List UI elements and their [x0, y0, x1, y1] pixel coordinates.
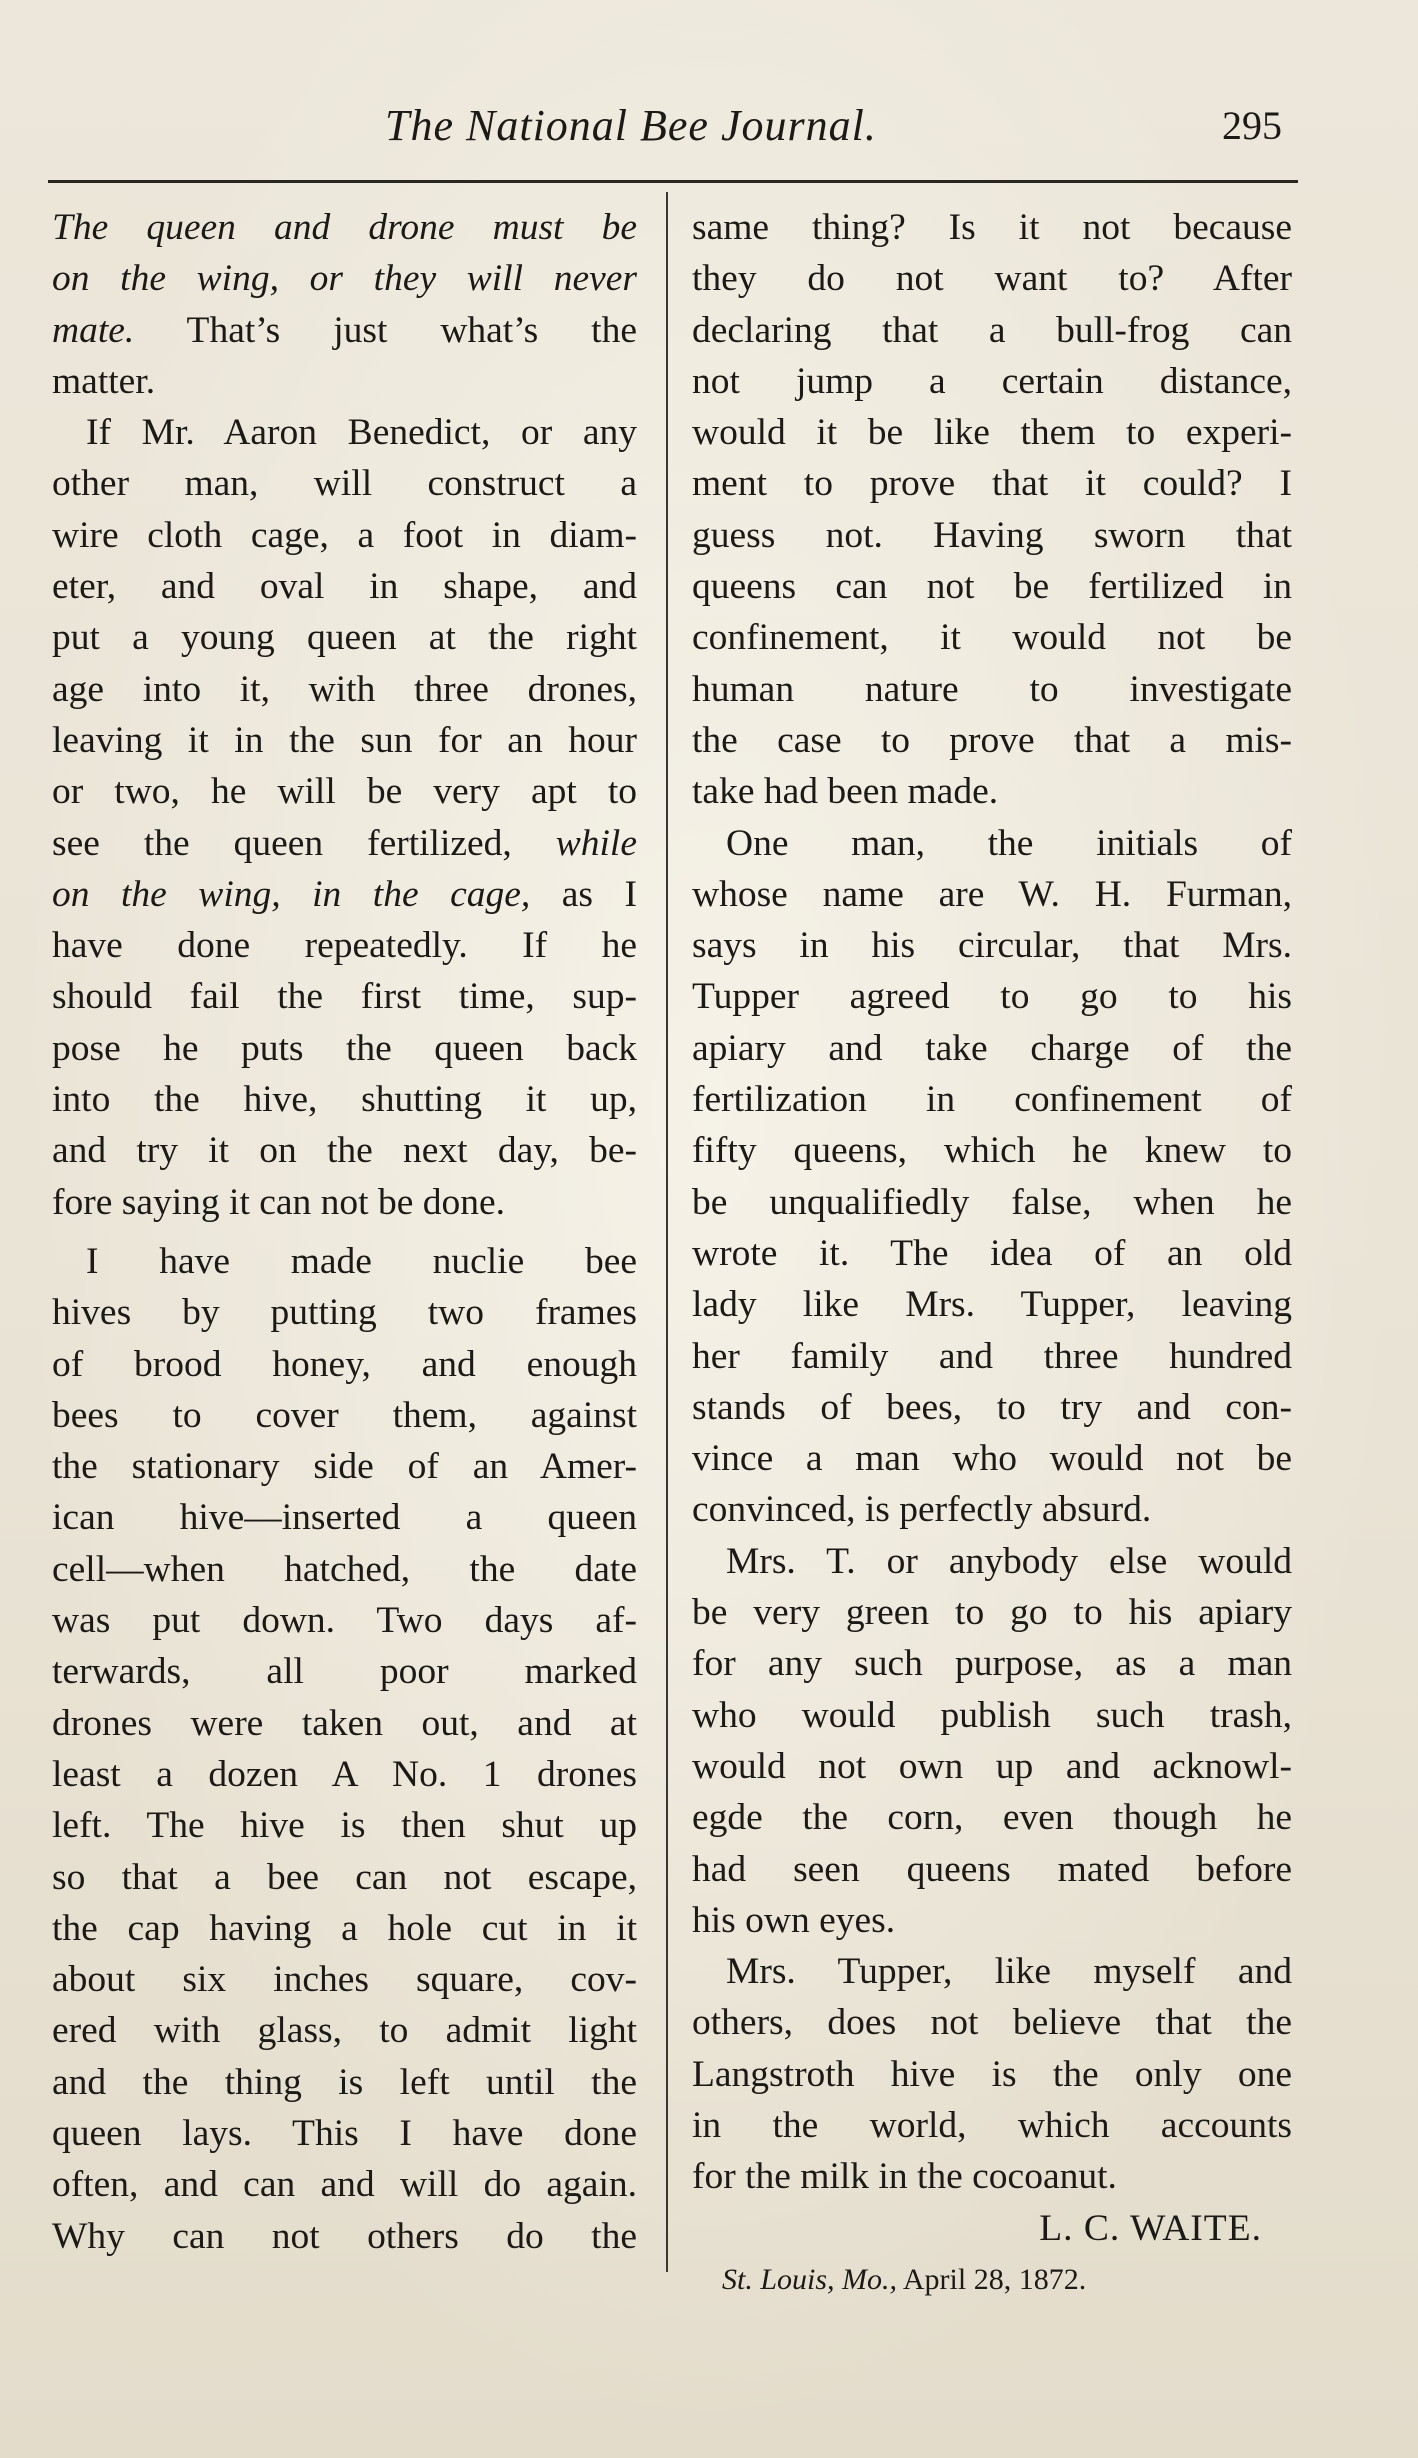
text-line: left. The hive is then shut up — [52, 1805, 637, 1847]
text-line: ered with glass, to admit light — [52, 2010, 637, 2052]
text-line: wire cloth cage, a foot in diam- — [52, 514, 637, 556]
text-line: be unqualifiedly false, when he — [692, 1181, 1292, 1223]
text-line: mate. That’s just what’s the — [52, 309, 637, 351]
text-line: hives by putting two frames — [52, 1292, 637, 1334]
text-line: pose he puts the queen back — [52, 1027, 637, 1069]
text-line: drones were taken out, and at — [52, 1702, 637, 1744]
text-line: other man, will construct a — [52, 463, 637, 505]
text-line: cell—when hatched, the date — [52, 1548, 637, 1590]
text-line: says in his circular, that Mrs. — [692, 925, 1292, 967]
text-line: guess not. Having sworn that — [692, 514, 1292, 556]
column-divider — [666, 192, 668, 2272]
text-line: others, does not believe that the — [692, 2002, 1292, 2044]
text-line: the case to prove that a mis- — [692, 719, 1292, 761]
text-line: Mrs. Tupper, like myself and — [726, 1951, 1292, 1993]
text-line: I have made nuclie bee — [86, 1240, 637, 1282]
text-line: lady like Mrs. Tupper, leaving — [692, 1284, 1292, 1326]
text-line: into the hive, shutting it up, — [52, 1079, 637, 1121]
text-line: matter. — [52, 360, 156, 402]
text-line: had seen queens mated before — [692, 1848, 1292, 1890]
page-header — [0, 100, 1418, 160]
text-line: on the wing, in the cage, as I — [52, 873, 637, 915]
text-line: fifty queens, which he knew to — [692, 1130, 1292, 1172]
text-line: stands of bees, to try and con- — [692, 1386, 1292, 1428]
text-line: Why can not others do the — [52, 2215, 637, 2257]
text-line: Tupper agreed to go to his — [692, 976, 1292, 1018]
text-line: queens can not be fertilized in — [692, 566, 1292, 608]
text-line: age into it, with three drones, — [52, 668, 637, 710]
text-line: fore saying it can not be done. — [52, 1181, 505, 1223]
text-line: would it be like them to experi- — [692, 412, 1292, 454]
text-line: convinced, is perfectly absurd. — [692, 1489, 1152, 1531]
running-title: The National Bee Journal. — [385, 101, 877, 150]
text-line: have done repeatedly. If he — [52, 925, 637, 967]
text-line: and try it on the next day, be- — [52, 1130, 637, 1172]
text-line: egde the corn, even though he — [692, 1797, 1292, 1839]
text-line: and the thing is left until the — [52, 2061, 637, 2103]
text-line: would not own up and acknowl- — [692, 1745, 1292, 1787]
text-line: the stationary side of an Amer- — [52, 1446, 637, 1488]
text-line: or two, he will be very apt to — [52, 771, 637, 813]
text-line: least a dozen A No. 1 drones — [52, 1753, 637, 1795]
text-line: fertilization in confinement of — [692, 1079, 1292, 1121]
text-line: should fail the first time, sup- — [52, 976, 637, 1018]
dateline-date: April 28, 1872. — [902, 2262, 1087, 2296]
text-line: One man, the initials of — [726, 822, 1292, 864]
text-line: was put down. Two days af- — [52, 1600, 637, 1642]
text-line: confinement, it would not be — [692, 617, 1292, 659]
text-line: ican hive—inserted a queen — [52, 1497, 637, 1539]
text-line: on the wing, or they will never — [52, 258, 637, 300]
text-line: often, and can and will do again. — [52, 2164, 637, 2206]
text-line: be very green to go to his apiary — [692, 1592, 1292, 1634]
text-line: bees to cover them, against — [52, 1394, 637, 1436]
dateline — [692, 2254, 1292, 2305]
text-line: wrote it. The idea of an old — [692, 1232, 1292, 1274]
text-line: declaring that a bull-frog can — [692, 309, 1292, 351]
text-line: his own eyes. — [692, 1899, 896, 1941]
header-rule — [48, 180, 1298, 183]
text-line: put a young queen at the right — [52, 617, 637, 659]
text-line: eter, and oval in shape, and — [52, 566, 637, 608]
text-line: same thing? Is it not because — [692, 207, 1292, 248]
text-line: about six inches square, cov- — [52, 1959, 637, 2001]
text-line: queen lays. This I have done — [52, 2112, 637, 2154]
text-line: for any such purpose, as a man — [692, 1643, 1292, 1685]
text-line: the cap having a hole cut in it — [52, 1907, 637, 1949]
text-line: Langstroth hive is the only one — [692, 2053, 1292, 2095]
text-line: see the queen fertilized, while — [52, 822, 637, 864]
text-line: human nature to investigate — [692, 668, 1292, 710]
text-line: of brood honey, and enough — [52, 1343, 637, 1385]
dateline-place: St. Louis, Mo., — [722, 2262, 898, 2296]
right-column — [692, 202, 1292, 2305]
text-line: terwards, all poor marked — [52, 1651, 637, 1693]
text-line: leaving it in the sun for an hour — [52, 719, 637, 761]
text-line: for the milk in the cocoanut. — [692, 2156, 1117, 2198]
text-line: ment to prove that it could? I — [692, 463, 1292, 505]
text-line: vince a man who would not be — [692, 1438, 1292, 1480]
text-line: If Mr. Aaron Benedict, or any — [86, 412, 637, 454]
text-line: take had been made. — [692, 771, 999, 813]
text-line: they do not want to? After — [692, 258, 1292, 300]
text-line: apiary and take charge of the — [692, 1027, 1292, 1069]
page-number: 295 — [1222, 103, 1282, 148]
left-column — [52, 202, 637, 2262]
text-line: The queen and drone must be — [52, 207, 637, 248]
text-line: her family and three hundred — [692, 1335, 1292, 1377]
signature: L. C. WAITE. — [1039, 2207, 1262, 2249]
text-line: in the world, which accounts — [692, 2104, 1292, 2146]
text-line: not jump a certain distance, — [692, 360, 1292, 402]
text-line: who would publish such trash, — [692, 1694, 1292, 1736]
text-line: Mrs. T. or anybody else would — [726, 1540, 1292, 1582]
text-line: so that a bee can not escape, — [52, 1856, 637, 1898]
text-line: whose name are W. H. Furman, — [692, 873, 1292, 915]
